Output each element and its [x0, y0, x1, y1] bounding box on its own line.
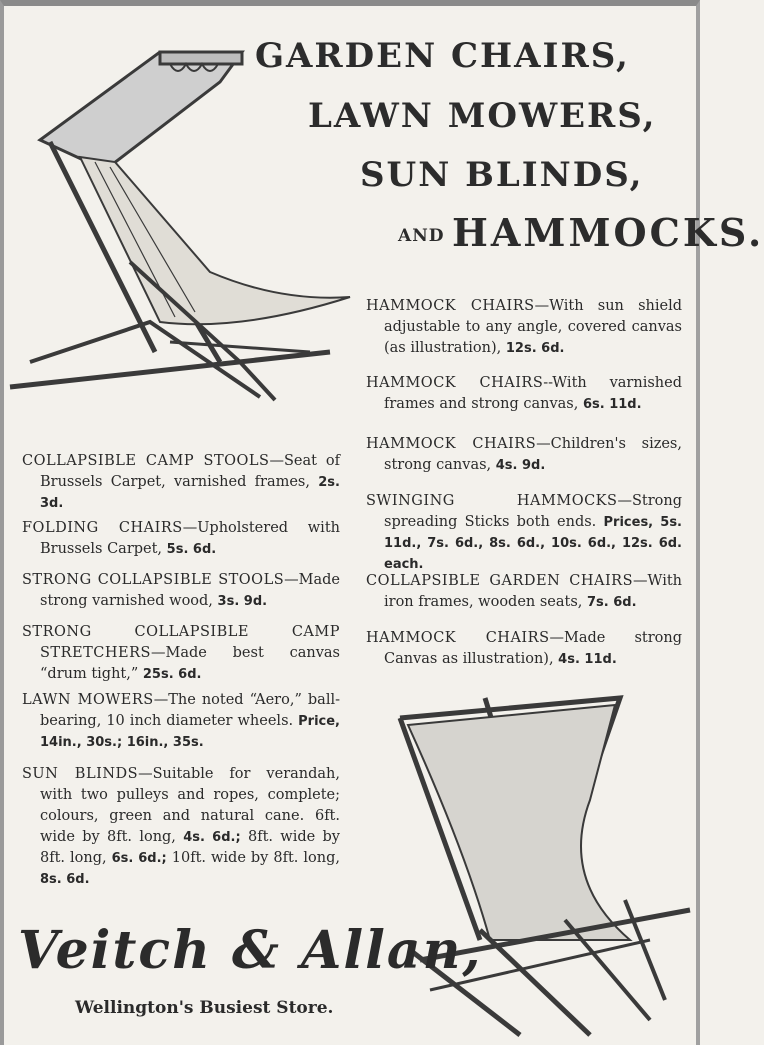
list-item — [22, 764, 340, 890]
list-item — [366, 571, 682, 613]
folding-hammock-chair-illustration — [390, 690, 695, 1040]
item-description: —Children's sizes, strong canvas, — [384, 436, 682, 473]
item-description: —Suitable for verandah, with two pulleys and ropes, complete; colours, green and natural cane. 6ft. wide by 8ft. long, — [40, 766, 340, 845]
item-name: COLLAPSIBLE CAMP STOOLS — [22, 453, 270, 469]
item-description: —Strong spreading Sticks both ends. — [384, 493, 682, 530]
item-price: 6s. 6d.; — [111, 851, 167, 866]
item-name: SWINGING HAMMOCKS — [366, 493, 618, 509]
item-description: —Upholstered with Brussels Carpet, — [40, 520, 340, 557]
item-description: —Made best canvas “drum tight,” — [40, 645, 340, 682]
list-item — [22, 518, 340, 560]
headline-lawn-mowers: LAWN MOWERS, — [308, 96, 657, 136]
item-price: 5s. 6d. — [166, 542, 217, 557]
item-description: —With iron frames, wooden seats, — [384, 573, 682, 610]
item-name: HAMMOCK CHAIRS — [366, 436, 537, 452]
item-price: Price, 14in., 30s.; 16in., 35s. — [40, 714, 340, 750]
item-price: 8s. 6d. — [40, 872, 90, 887]
item-price: 7s. 6d. — [587, 595, 637, 610]
item-description: 8ft. wide by 8ft. long, — [40, 829, 340, 866]
list-item — [22, 690, 340, 753]
list-item — [22, 451, 340, 514]
item-price: 2s. 3d. — [40, 475, 340, 511]
item-name: HAMMOCK CHAIRS — [366, 298, 535, 314]
item-price: 25s. 6d. — [142, 667, 202, 682]
brand-tagline: Wellington's Busiest Store. — [75, 998, 334, 1018]
item-name: COLLAPSIBLE GARDEN CHAIRS — [366, 573, 634, 589]
canopy-deck-chair-illustration — [10, 22, 350, 402]
item-description: —With sun shield adjustable to any angle, covered canvas (as illustration), — [384, 298, 682, 356]
item-description: —The noted “Aero,” ball-bearing, 10 inch diameter wheels. — [40, 692, 340, 729]
list-item — [366, 628, 682, 670]
item-price: 4s. 9d. — [495, 458, 546, 473]
item-price: 12s. 6d. — [505, 341, 565, 356]
headline-sun-blinds: SUN BLINDS, — [360, 155, 644, 195]
item-price: 6s. 11d. — [582, 397, 642, 412]
item-description: —Seat of Brussels Carpet, varnished frames, — [40, 453, 340, 490]
item-name: STRONG COLLAPSIBLE STOOLS — [22, 572, 285, 588]
headline-garden-chairs: GARDEN CHAIRS, — [255, 36, 630, 76]
list-item — [22, 570, 340, 612]
list-item — [366, 296, 682, 359]
item-price: 3s. 9d. — [217, 594, 268, 609]
list-item — [366, 491, 682, 575]
item-name: HAMMOCK CHAIRS — [366, 375, 544, 391]
item-description: 10ft. wide by 8ft. long, — [166, 850, 340, 866]
item-name: LAWN MOWERS — [22, 692, 154, 708]
item-description: —Made strong Canvas as illustration), — [384, 630, 682, 667]
brand-name: Veitch & Allan, — [18, 920, 483, 981]
item-price: 4s. 6d.; — [183, 830, 241, 845]
headline-hammocks: HAMMOCKS. — [452, 210, 764, 255]
item-price: 4s. 11d. — [558, 652, 617, 667]
item-description: --With varnished frames and strong canvas, — [384, 375, 682, 412]
item-name: FOLDING CHAIRS — [22, 520, 183, 536]
item-name: HAMMOCK CHAIRS — [366, 630, 550, 646]
list-item — [22, 622, 340, 685]
item-description: —Made strong varnished wood, — [40, 572, 340, 609]
headline-and: AND — [398, 226, 445, 246]
list-item — [366, 434, 682, 476]
list-item — [366, 373, 682, 415]
item-name: SUN BLINDS — [22, 766, 139, 782]
item-name: STRONG COLLAPSIBLE CAMP STRETCHERS — [22, 624, 340, 661]
item-price: Prices, 5s. 11d., 7s. 6d., 8s. 6d., 10s. 6d., 12s. 6d. each. — [384, 515, 682, 572]
